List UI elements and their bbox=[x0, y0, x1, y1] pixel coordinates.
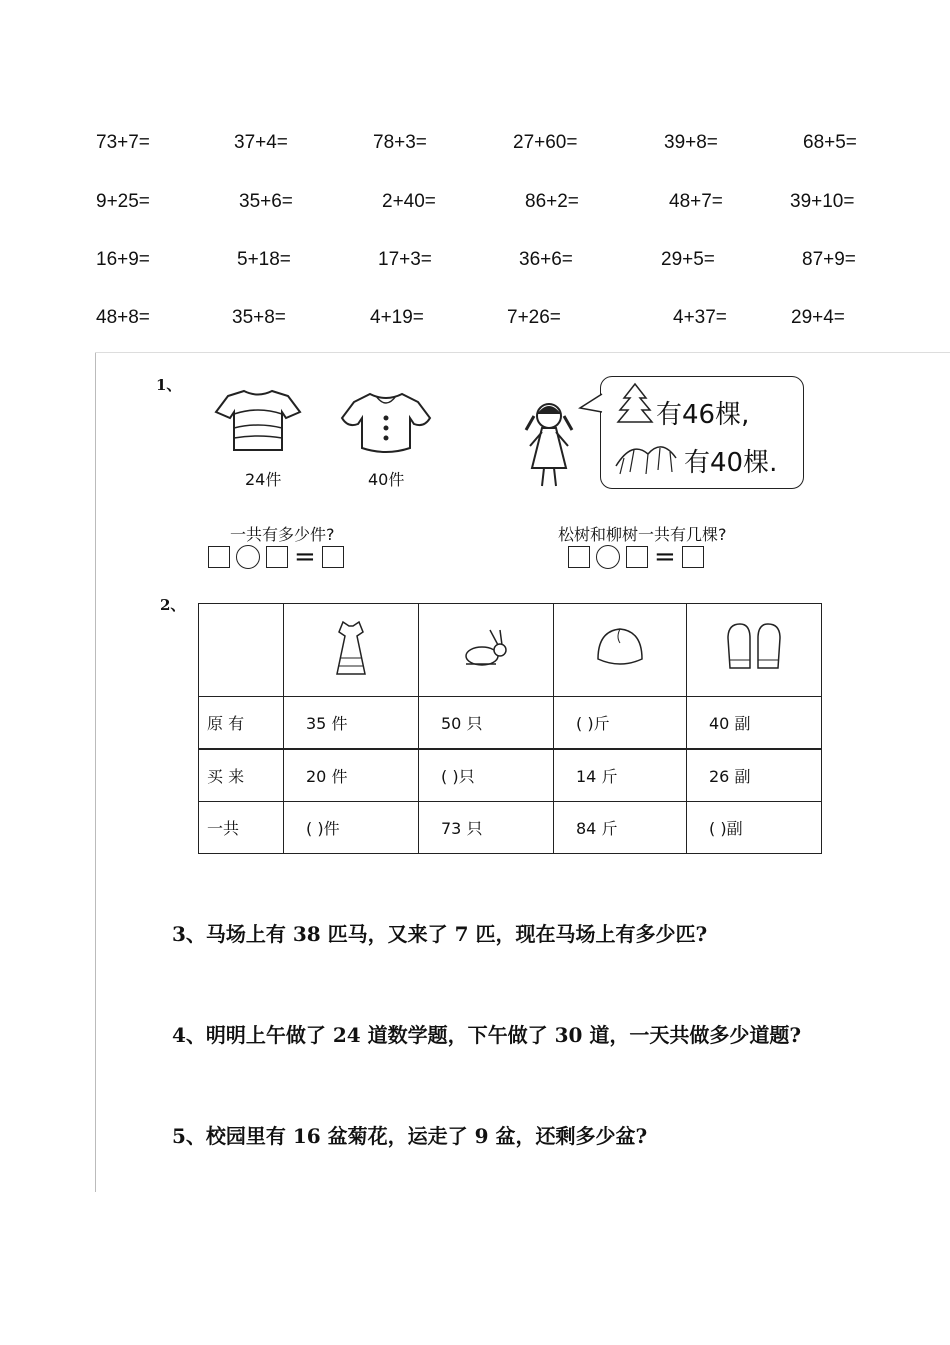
arithmetic-item: 35+6= bbox=[239, 191, 293, 212]
arithmetic-item: 36+6= bbox=[519, 249, 573, 270]
row-label: 原 有 bbox=[199, 697, 284, 750]
table-header-cell bbox=[284, 604, 419, 697]
table-row bbox=[199, 749, 822, 802]
arithmetic-item: 2+40= bbox=[382, 191, 436, 212]
arithmetic-item: 39+10= bbox=[790, 191, 855, 212]
margin-line bbox=[95, 352, 96, 1192]
equation-answer-right bbox=[568, 542, 704, 572]
arithmetic-item: 29+4= bbox=[791, 307, 845, 328]
mittens-icon bbox=[722, 618, 786, 678]
equals-sign: = bbox=[294, 542, 316, 572]
arithmetic-item: 27+60= bbox=[513, 132, 578, 153]
arithmetic-item: 29+5= bbox=[661, 249, 715, 270]
table-cell: 14 斤 bbox=[554, 749, 687, 802]
question-clothes: 一共有多少件? bbox=[230, 525, 335, 544]
willow-tree-count: 有40棵. bbox=[684, 448, 778, 478]
answer-box[interactable] bbox=[568, 546, 590, 568]
table-row bbox=[199, 697, 822, 750]
table-header-row bbox=[199, 604, 822, 697]
table-cell: 26 副 bbox=[687, 749, 822, 802]
equation-answer-left bbox=[208, 542, 344, 572]
arithmetic-item: 16+9= bbox=[96, 249, 150, 270]
arithmetic-item: 48+8= bbox=[96, 307, 150, 328]
coat-count-label: 40件 bbox=[368, 470, 405, 489]
girl-icon bbox=[520, 398, 578, 492]
question-trees: 松树和柳树一共有几棵? bbox=[558, 525, 727, 544]
coat-icon bbox=[340, 388, 432, 456]
pine-tree-icon bbox=[616, 382, 654, 426]
table-cell: 35 件 bbox=[284, 697, 419, 750]
tshirt-icon bbox=[214, 388, 302, 454]
arithmetic-item: 37+4= bbox=[234, 132, 288, 153]
bun-icon bbox=[594, 625, 646, 671]
bubble-tail bbox=[578, 392, 604, 416]
operator-circle[interactable] bbox=[596, 545, 620, 569]
arithmetic-item: 17+3= bbox=[378, 249, 432, 270]
table-cell: 50 只 bbox=[419, 697, 554, 750]
pine-tree-count: 有46棵, bbox=[656, 400, 750, 430]
table-corner-cell bbox=[199, 604, 284, 697]
arithmetic-item: 4+19= bbox=[370, 307, 424, 328]
arithmetic-item: 87+9= bbox=[802, 249, 856, 270]
arithmetic-item: 5+18= bbox=[237, 249, 291, 270]
problem-2-number: 2、 bbox=[160, 596, 186, 614]
table-cell: 40 副 bbox=[687, 697, 822, 750]
operator-circle[interactable] bbox=[236, 545, 260, 569]
table-header-cell bbox=[687, 604, 822, 697]
answer-box[interactable] bbox=[322, 546, 344, 568]
arithmetic-item: 78+3= bbox=[373, 132, 427, 153]
arithmetic-item: 35+8= bbox=[232, 307, 286, 328]
rabbit-icon bbox=[458, 626, 514, 670]
table-cell[interactable]: ( )副 bbox=[687, 802, 822, 854]
problem-3-text: 3、马场上有 38 匹马，又来了 7 匹，现在马场上有多少匹? bbox=[172, 922, 708, 946]
table-cell[interactable]: ( )斤 bbox=[554, 697, 687, 750]
table-cell: 84 斤 bbox=[554, 802, 687, 854]
arithmetic-item: 39+8= bbox=[664, 132, 718, 153]
table-cell[interactable]: ( )只 bbox=[419, 749, 554, 802]
goods-table bbox=[198, 603, 822, 854]
row-label: 一共 bbox=[199, 802, 284, 854]
problem-4-text: 4、明明上午做了 24 道数学题，下午做了 30 道，一天共做多少道题? bbox=[172, 1023, 802, 1047]
arithmetic-item: 4+37= bbox=[673, 307, 727, 328]
arithmetic-item: 7+26= bbox=[507, 307, 561, 328]
arithmetic-item: 9+25= bbox=[96, 191, 150, 212]
equals-sign: = bbox=[654, 542, 676, 572]
shirt-count-label: 24件 bbox=[245, 470, 282, 489]
section-divider bbox=[95, 352, 950, 353]
table-header-cell bbox=[419, 604, 554, 697]
problem-1-number: 1、 bbox=[156, 376, 182, 394]
answer-box[interactable] bbox=[266, 546, 288, 568]
table-header-cell bbox=[554, 604, 687, 697]
arithmetic-item: 73+7= bbox=[96, 132, 150, 153]
problem-5-text: 5、校园里有 16 盆菊花，运走了 9 盆，还剩多少盆? bbox=[172, 1124, 648, 1148]
answer-box[interactable] bbox=[626, 546, 648, 568]
arithmetic-item: 68+5= bbox=[803, 132, 857, 153]
answer-box[interactable] bbox=[208, 546, 230, 568]
willow-tree-icon bbox=[612, 436, 680, 476]
table-cell[interactable]: ( )件 bbox=[284, 802, 419, 854]
row-label: 买 来 bbox=[199, 749, 284, 802]
table-cell: 20 件 bbox=[284, 749, 419, 802]
answer-box[interactable] bbox=[682, 546, 704, 568]
arithmetic-item: 86+2= bbox=[525, 191, 579, 212]
table-row bbox=[199, 802, 822, 854]
dress-icon bbox=[329, 618, 373, 678]
table-cell: 73 只 bbox=[419, 802, 554, 854]
arithmetic-item: 48+7= bbox=[669, 191, 723, 212]
